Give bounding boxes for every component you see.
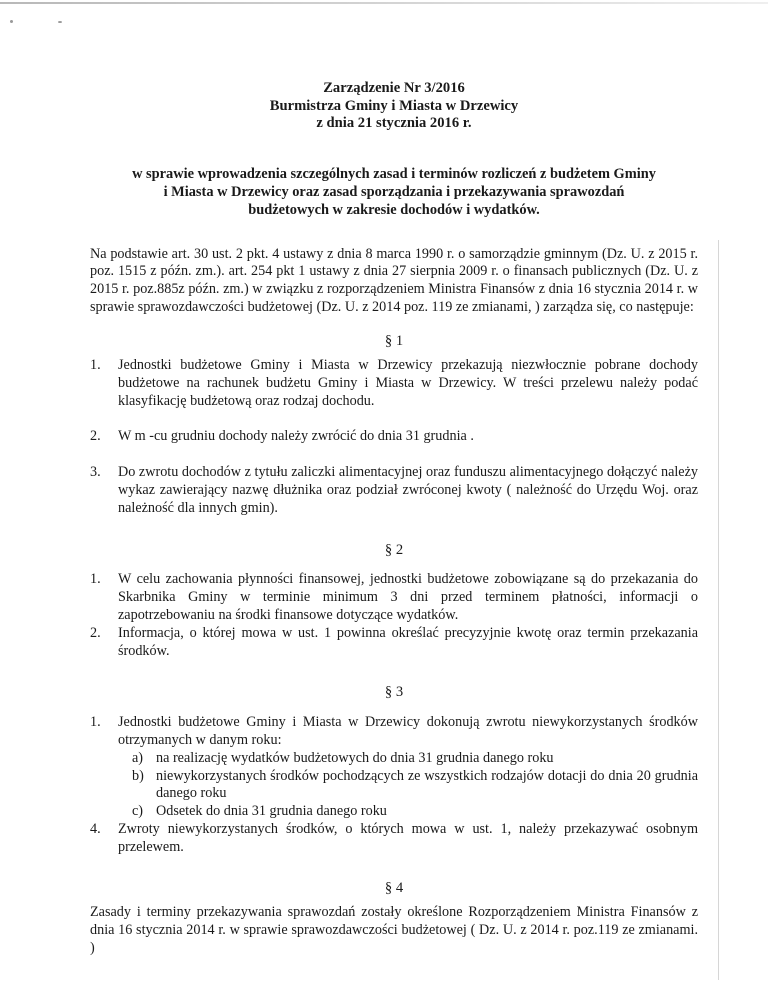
sub-item-text: Odsetek do dnia 31 grudnia danego roku bbox=[156, 803, 387, 820]
section-4-mark: § 4 bbox=[384, 880, 404, 897]
subject-line: i Miasta w Drzewicy oraz zasad sporządzania i przekazywania sprawozdań bbox=[163, 183, 625, 200]
legal-basis-paragraph: Na podstawie art. 30 ust. 2 pkt. 4 ustawy z dnia 8 marca 1990 r. o samorządzie gminnym (Dz. U. z 2015 r. poz. 1515 z późn. zm.). art. 254 pkt 1 ustawy z dnia 27 sierpnia 2009 r. o finansach publicznych (Dz. U. z 2015 r. poz.885z późn. zm.) w związku z rozporządzeniem Ministra Finansów z dnia 16 stycznia 2014 r. w sprawie sprawozdawczości budżetowej (Dz. U. z 2014 poz. 119 ze zmianami, ) zarządza się, co następuje: bbox=[90, 245, 698, 315]
item-number: 2. bbox=[90, 428, 101, 445]
section-3-mark: § 3 bbox=[384, 684, 404, 701]
item-text: W m -cu grudniu dochody należy zwrócić do dnia 31 grudnia . bbox=[118, 428, 474, 445]
list-item bbox=[90, 714, 698, 821]
header-date: z dnia 21 stycznia 2016 r. bbox=[316, 115, 472, 132]
item-number: 3. bbox=[90, 464, 101, 481]
section-2-mark: § 2 bbox=[384, 541, 404, 558]
sub-item-text: na realizację wydatków budżetowych do dnia 31 grudnia danego roku bbox=[156, 749, 554, 766]
sub-item-letter: c) bbox=[132, 803, 144, 820]
item-text: Do zwrotu dochodów z tytułu zaliczki alimentacyjnej oraz funduszu alimentacyjnego dołączyć należy wykaz zawierający nazwę dłużnika oraz podział zwróconej kwoty ( należność do Urzędu Woj. oraz należność dla innych gmin). bbox=[118, 464, 698, 516]
document-header bbox=[90, 80, 698, 133]
scan-speck bbox=[10, 20, 13, 23]
item-number: 1. bbox=[90, 356, 101, 373]
item-number: 2. bbox=[90, 624, 101, 641]
sub-list-item bbox=[132, 750, 698, 768]
list-item bbox=[90, 428, 698, 446]
item-text: Jednostki budżetowe Gminy i Miasta w Drzewicy dokonują zwrotu niewykorzystanych środków otrzymanych w danym roku: bbox=[118, 714, 698, 748]
scan-fold-line bbox=[718, 240, 719, 980]
scan-edge-line bbox=[0, 2, 768, 4]
section-1-mark: § 1 bbox=[384, 333, 404, 350]
item-text: Zwroty niewykorzystanych środków, o których mowa w ust. 1, należy przekazywać osobnym przelewem. bbox=[118, 820, 698, 855]
list-item bbox=[90, 625, 698, 661]
scan-speck bbox=[58, 21, 62, 23]
item-text: Informacja, o której mowa w ust. 1 powinna określać precyzyjnie kwotę oraz termin przekazania środków. bbox=[118, 624, 698, 659]
document-subject bbox=[90, 165, 698, 219]
section-1-list bbox=[90, 357, 698, 518]
sub-item-letter: a) bbox=[132, 749, 144, 766]
item-number: 1. bbox=[90, 714, 101, 731]
subject-line: budżetowych w zakresie dochodów i wydatków. bbox=[248, 201, 540, 218]
section-3-list bbox=[90, 714, 698, 856]
header-title: Zarządzenie Nr 3/2016 bbox=[323, 80, 465, 96]
sub-item-letter: b) bbox=[132, 767, 144, 784]
item-number: 4. bbox=[90, 820, 101, 837]
sub-item-text: niewykorzystanych środków pochodzących ze wszystkich rodzajów dotacji do dnia 20 grudnia danego roku bbox=[156, 767, 698, 802]
item-number: 1. bbox=[90, 571, 101, 588]
item-text: W celu zachowania płynności finansowej, jednostki budżetowe zobowiązane są do przekazania do Skarbnika Gminy w terminie minimum 3 dni przed terminem płatności, informacji o zapotrzebowaniu na środki finansowe dotyczące wydatków. bbox=[118, 571, 698, 623]
sub-list-item bbox=[132, 803, 698, 821]
header-issuer: Burmistrza Gminy i Miasta w Drzewicy bbox=[269, 97, 519, 114]
list-item bbox=[90, 357, 698, 410]
list-item bbox=[90, 821, 698, 857]
list-item bbox=[90, 571, 698, 624]
subject-line: w sprawie wprowadzenia szczególnych zasad i terminów rozliczeń z budżetem Gminy bbox=[132, 165, 656, 182]
sub-list bbox=[118, 750, 698, 821]
section-4-paragraph: Zasady i terminy przekazywania sprawozdań zostały określone Rozporządzeniem Ministra Finansów z dnia 16 stycznia 2014 r. w sprawie sprawozdawczości budżetowej ( Dz. U. z 2014 r. poz.119 ze zmianami. ) bbox=[90, 904, 698, 956]
document-body bbox=[90, 80, 698, 958]
section-2-list bbox=[90, 571, 698, 660]
list-item bbox=[90, 464, 698, 517]
item-text: Jednostki budżetowe Gminy i Miasta w Drzewicy przekazują niezwłocznie pobrane dochody budżetowe na rachunek budżetu Gminy i Miasta w Drzewicy. W treści przelewu należy podać klasyfikację budżetową oraz rodzaj dochodu. bbox=[118, 356, 698, 409]
sub-list-item bbox=[132, 768, 698, 804]
